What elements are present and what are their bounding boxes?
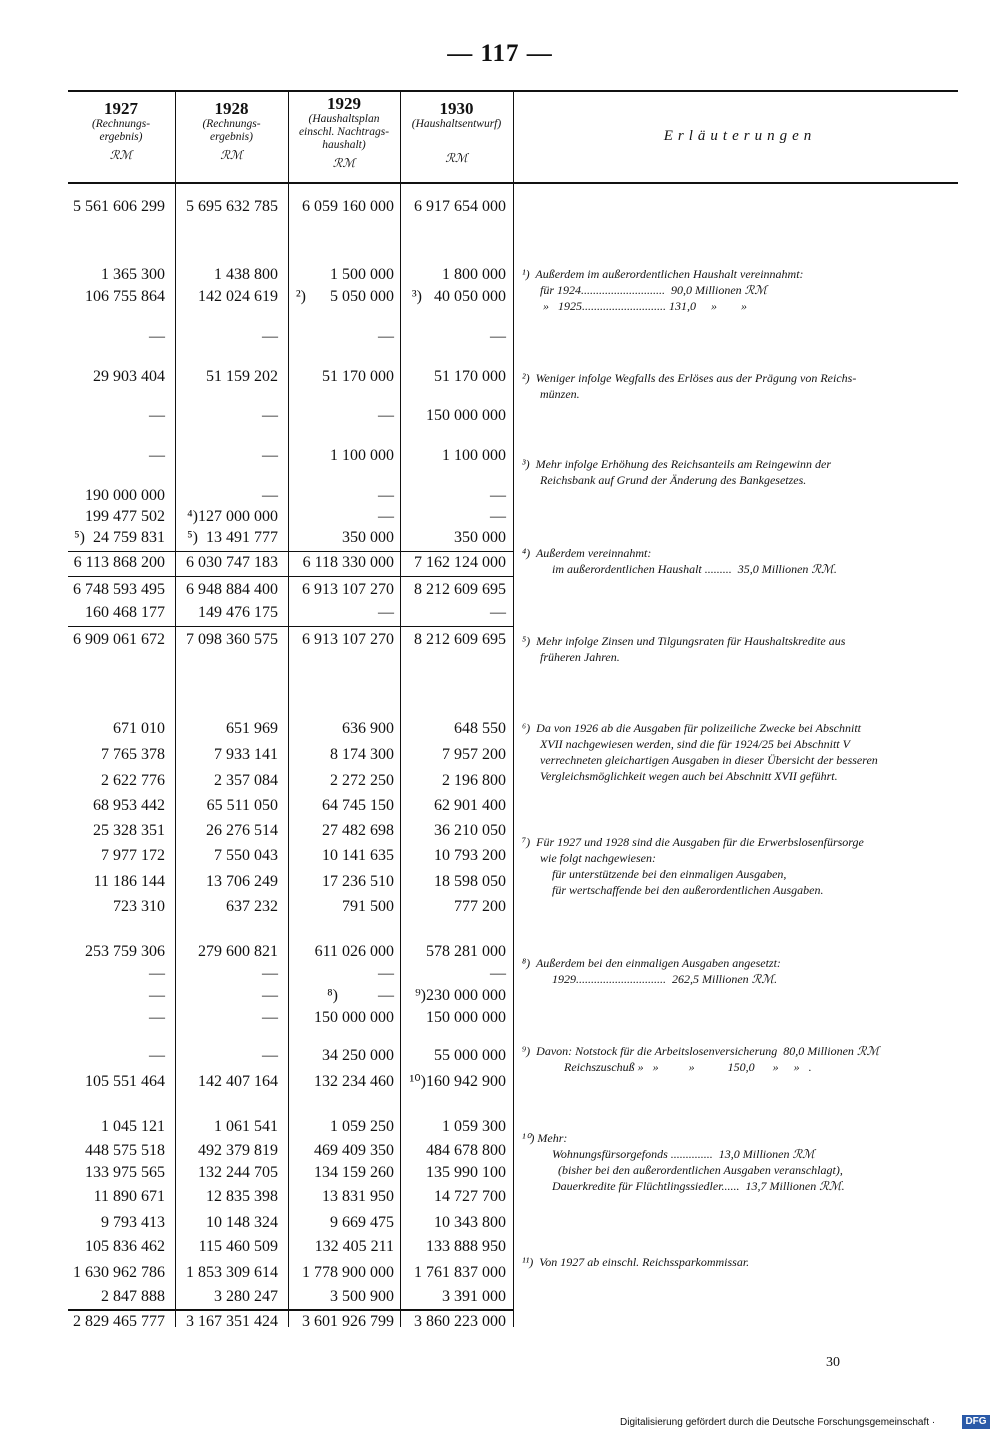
table-cell: 199 477 502 (85, 508, 165, 525)
header-currency: ℛℳ (109, 148, 133, 162)
table-cell: 150 000 000 (314, 1009, 394, 1026)
table-cell: 10 141 635 (322, 847, 394, 864)
table-cell: 105 836 462 (85, 1238, 165, 1255)
table-cell: 492 379 819 (198, 1142, 278, 1159)
table-cell: 62 901 400 (434, 797, 506, 814)
table-cell: 132 234 460 (314, 1073, 394, 1090)
table-cell: 1 045 121 (101, 1118, 165, 1135)
footnote-2: ²) Weniger infolge Wegfalls des Erlöses aus der Prägung von Reichs- münzen. (522, 371, 857, 401)
table-cell: 5 695 632 785 (186, 198, 278, 215)
table-cell: 65 511 050 (206, 797, 278, 814)
table-cell: 1 061 541 (214, 1118, 278, 1135)
sheet-number: 30 (826, 1355, 840, 1370)
table-cell: 160 468 177 (85, 604, 165, 621)
sum-rule (68, 1309, 513, 1311)
table-cell: 1 100 000 (330, 447, 394, 464)
table-cell: 105 551 464 (85, 1073, 165, 1090)
table-cell: — (149, 1047, 165, 1064)
header-year: 1928 (214, 99, 249, 118)
table-cell: 142 024 619 (198, 288, 278, 305)
table-cell: 64 745 150 (322, 797, 394, 814)
table-cell: 350 000 (342, 529, 394, 546)
table-cell: 8 212 609 695 (414, 631, 506, 648)
table-cell: 1 761 837 000 (414, 1264, 506, 1281)
header-currency: ℛℳ (220, 148, 243, 162)
table-cell: 51 159 202 (206, 368, 278, 385)
table-cell: ⁵) 24 759 831 (74, 529, 165, 546)
table-cell: 132 405 211 (314, 1238, 394, 1255)
explanations-heading: Erläuterungen (663, 128, 817, 144)
table-cell: 132 244 705 (198, 1164, 278, 1181)
table-cell: — (149, 407, 165, 424)
col-divider-4 (513, 92, 514, 1327)
dfg-logo: DFG (962, 1415, 990, 1429)
table-cell: 106 755 864 (85, 288, 165, 305)
table-cell: — (378, 604, 394, 621)
footnote-3: ³) Mehr infolge Erhöhung des Reichsanteils am Reingewinn der Reichsbank auf Grund der Änderung des Bankgesetzes. (522, 457, 831, 487)
table-cell: 1 365 300 (101, 266, 165, 283)
table-cell: ⁸) — (327, 987, 394, 1004)
header-col-1929 (289, 95, 399, 171)
table-cell: 6 059 160 000 (302, 198, 394, 215)
table-cell: 2 272 250 (330, 772, 394, 789)
table-cell: — (490, 328, 506, 345)
table-cell: 51 170 000 (322, 368, 394, 385)
table-cell: 10 148 324 (206, 1214, 278, 1231)
table-cell: 11 890 671 (93, 1188, 165, 1205)
table-cell: 55 000 000 (434, 1047, 506, 1064)
table-cell: — (262, 987, 278, 1004)
table-cell: 6 113 868 200 (73, 554, 165, 571)
table-cell: 6 748 593 495 (73, 581, 165, 598)
table-cell: 2 357 084 (214, 772, 278, 789)
footnote-4: ⁴) Außerdem vereinnahmt: im außerordentlichen Haushalt ......... 35,0 Millionen ℛℳ. (522, 546, 837, 576)
table-cell: 3 601 926 799 (302, 1313, 394, 1330)
table-cell: 1 500 000 (330, 266, 394, 283)
header-subtitle: (Haushaltsentwurf) (411, 118, 502, 130)
table-cell: 6 917 654 000 (414, 198, 506, 215)
footnote-5: ⁵) Mehr infolge Zinsen und Tilgungsraten für Haushaltskredite aus früheren Jahren. (522, 634, 846, 664)
header-col-1927 (68, 100, 174, 163)
table-cell: 7 550 043 (214, 847, 278, 864)
header-currency: ℛℳ (445, 151, 468, 165)
table-cell: 36 210 050 (434, 822, 506, 839)
table-cell: ¹⁰)160 942 900 (409, 1073, 506, 1090)
table-cell: 12 835 398 (206, 1188, 278, 1205)
header-col-1928 (176, 100, 287, 163)
table-cell: 3 860 223 000 (414, 1313, 506, 1330)
table-cell: 3 500 900 (330, 1288, 394, 1305)
header-year: 1929 (327, 94, 361, 113)
table-cell: ²) 5 050 000 (295, 288, 394, 305)
page-number: — 117 — (447, 40, 553, 67)
table-cell: — (490, 508, 506, 525)
table-cell: 6 118 330 000 (302, 554, 394, 571)
header-col-1930 (401, 100, 512, 166)
table-cell: — (378, 965, 394, 982)
table-cell: 1 059 300 (442, 1118, 506, 1135)
table-cell: 637 232 (226, 898, 278, 915)
table-cell: 34 250 000 (322, 1047, 394, 1064)
table-cell: — (262, 1047, 278, 1064)
table-cell: 150 000 000 (426, 1009, 506, 1026)
table-cell: — (490, 487, 506, 504)
table-cell: 27 482 698 (322, 822, 394, 839)
table-cell: 2 196 800 (442, 772, 506, 789)
table-cell: 7 957 200 (442, 746, 506, 763)
table-cell: — (490, 604, 506, 621)
header-year: 1930 (439, 99, 474, 118)
table-cell: — (149, 328, 165, 345)
table-cell: — (149, 1009, 165, 1026)
table-cell: 6 913 107 270 (302, 631, 394, 648)
table-cell: 253 759 306 (85, 943, 165, 960)
table-cell: 1 438 800 (214, 266, 278, 283)
footnote-9: ⁹) Davon: Notstock für die Arbeitslosenversicherung 80,0 Millionen ℛℳ Reichszuschuß » » » 150,0 » » . (522, 1044, 880, 1074)
table-cell: — (149, 965, 165, 982)
table-cell: 13 706 249 (206, 873, 278, 890)
table-cell: 150 000 000 (426, 407, 506, 424)
table-cell: 1 800 000 (442, 266, 506, 283)
table-cell: 8 212 609 695 (414, 581, 506, 598)
table-cell: 448 575 518 (85, 1142, 165, 1159)
table-cell: — (262, 447, 278, 464)
table-cell: 10 793 200 (434, 847, 506, 864)
header-subtitle: (Haushaltsplan einschl. Nachtrags- haushalt) (298, 113, 390, 151)
table-cell: 134 159 260 (314, 1164, 394, 1181)
table-cell: — (378, 508, 394, 525)
table-cell: 51 170 000 (434, 368, 506, 385)
table-cell: — (149, 987, 165, 1004)
table-cell: 3 280 247 (214, 1288, 278, 1305)
table-cell: 1 853 309 614 (186, 1264, 278, 1281)
table-cell: 279 600 821 (198, 943, 278, 960)
table-cell: 25 328 351 (93, 822, 165, 839)
table-cell: 14 727 700 (434, 1188, 506, 1205)
table-cell: 1 778 900 000 (302, 1264, 394, 1281)
table-cell: 578 281 000 (426, 943, 506, 960)
sum-rule (68, 626, 513, 627)
table-cell: 651 969 (226, 720, 278, 737)
table-cell: — (262, 487, 278, 504)
table-cell: — (262, 407, 278, 424)
table-cell: 350 000 (454, 529, 506, 546)
table-cell: 6 948 884 400 (186, 581, 278, 598)
table-cell: 777 200 (454, 898, 506, 915)
table-cell: 8 174 300 (330, 746, 394, 763)
table-cell: ⁴)127 000 000 (187, 508, 278, 525)
table-cell: 611 026 000 (314, 943, 394, 960)
table-cell: 190 000 000 (85, 487, 165, 504)
table-cell: — (262, 965, 278, 982)
table-cell: 149 476 175 (198, 604, 278, 621)
table-cell: 1 059 250 (330, 1118, 394, 1135)
table-cell: 7 977 172 (101, 847, 165, 864)
table-cell: 18 598 050 (434, 873, 506, 890)
table-cell: 1 100 000 (442, 447, 506, 464)
footnote-10: ¹⁰) Mehr: Wohnungsfürsorgefonds .............. 13,0 Millionen ℛℳ (bisher bei den außerordentlichen Ausgaben veranschlagt), Dauerkredite für Flüchtlingssiedler...... 13,7 Millionen ℛℳ. (522, 1131, 845, 1193)
table-cell: 9 793 413 (101, 1214, 165, 1231)
table-cell: 484 678 800 (426, 1142, 506, 1159)
table-cell: 10 343 800 (434, 1214, 506, 1231)
table-cell: 115 460 509 (198, 1238, 278, 1255)
table-cell: — (378, 407, 394, 424)
table-cell: 7 933 141 (214, 746, 278, 763)
table-cell: 135 990 100 (426, 1164, 506, 1181)
table-cell: 2 829 465 777 (73, 1313, 165, 1330)
table-cell: 142 407 164 (198, 1073, 278, 1090)
sum-rule (68, 576, 513, 577)
footnote-8: ⁸) Außerdem bei den einmaligen Ausgaben angesetzt: 1929.............................. 262,5 Millionen ℛℳ. (522, 956, 781, 986)
table-cell: 3 391 000 (442, 1288, 506, 1305)
header-year: 1927 (104, 99, 138, 118)
footnote-7: ⁷) Für 1927 und 1928 sind die Ausgaben für die Erwerbslosenfürsorge wie folgt nachgewiesen: für unterstützende bei den einmaligen Ausgaben, für wertschaffende bei den außerordentlichen Ausgaben. (522, 835, 864, 897)
table-cell: 133 975 565 (85, 1164, 165, 1181)
table-cell: 636 900 (342, 720, 394, 737)
table-cell: 6 909 061 672 (73, 631, 165, 648)
table-cell: 2 622 776 (101, 772, 165, 789)
digitization-credit: Digitalisierung gefördert durch die Deutsche Forschungsgemeinschaft · (620, 1417, 936, 1428)
table-cell: 7 098 360 575 (186, 631, 278, 648)
table-cell: 648 550 (454, 720, 506, 737)
table-cell: 29 903 404 (93, 368, 165, 385)
footnote-1: ¹) Außerdem im außerordentlichen Haushalt vereinnahmt: für 1924............................ 90,0 Millionen ℛℳ » 1925............................ 131,0 » » (522, 267, 804, 313)
table-cell: ⁵) 13 491 777 (187, 529, 278, 546)
header-subtitle: (Rechnungs- ergebnis) (202, 118, 261, 143)
table-cell: 1 630 962 786 (73, 1264, 165, 1281)
table-cell: 7 162 124 000 (414, 554, 506, 571)
table-cell: 133 888 950 (426, 1238, 506, 1255)
table-cell: 671 010 (113, 720, 165, 737)
table-cell: — (378, 328, 394, 345)
table-cell: 26 276 514 (206, 822, 278, 839)
table-cell: 7 765 378 (101, 746, 165, 763)
table-cell: ⁹)230 000 000 (415, 987, 506, 1004)
table-cell: 2 847 888 (101, 1288, 165, 1305)
table-cell: 6 030 747 183 (186, 554, 278, 571)
table-cell: — (262, 1009, 278, 1026)
table-cell: 5 561 606 299 (73, 198, 165, 215)
header-subtitle: (Rechnungs- ergebnis) (91, 118, 151, 143)
table-cell: 723 310 (113, 898, 165, 915)
table-cell: 791 500 (342, 898, 394, 915)
table-cell: 17 236 510 (322, 873, 394, 890)
table-cell: 9 669 475 (330, 1214, 394, 1231)
table-cell: 469 409 350 (314, 1142, 394, 1159)
table-cell: 6 913 107 270 (302, 581, 394, 598)
table-cell: 11 186 144 (93, 873, 165, 890)
table-cell: — (262, 328, 278, 345)
footnote-6: ⁶) Da von 1926 ab die Ausgaben für polizeiliche Zwecke bei Abschnitt XVII nachgewiesen werden, sind die für 1924/25 bei Abschnitt V verrechneten gleichartigen Ausgaben in dieser Übersicht der besseren Vergleichsmöglichkeit wegen auch bei Abschnitt XVII geführt. (522, 721, 878, 783)
sum-rule (68, 551, 513, 552)
table-cell: — (149, 447, 165, 464)
table-cell: — (490, 965, 506, 982)
footnote-11: ¹¹) Von 1927 ab einschl. Reichssparkommissar. (522, 1255, 750, 1269)
table-cell: — (378, 487, 394, 504)
table-cell: 13 831 950 (322, 1188, 394, 1205)
header-currency: ℛℳ (332, 156, 356, 170)
table-cell: 3 167 351 424 (186, 1313, 278, 1330)
table-cell: ³) 40 050 000 (411, 288, 506, 305)
table-cell: 68 953 442 (93, 797, 165, 814)
